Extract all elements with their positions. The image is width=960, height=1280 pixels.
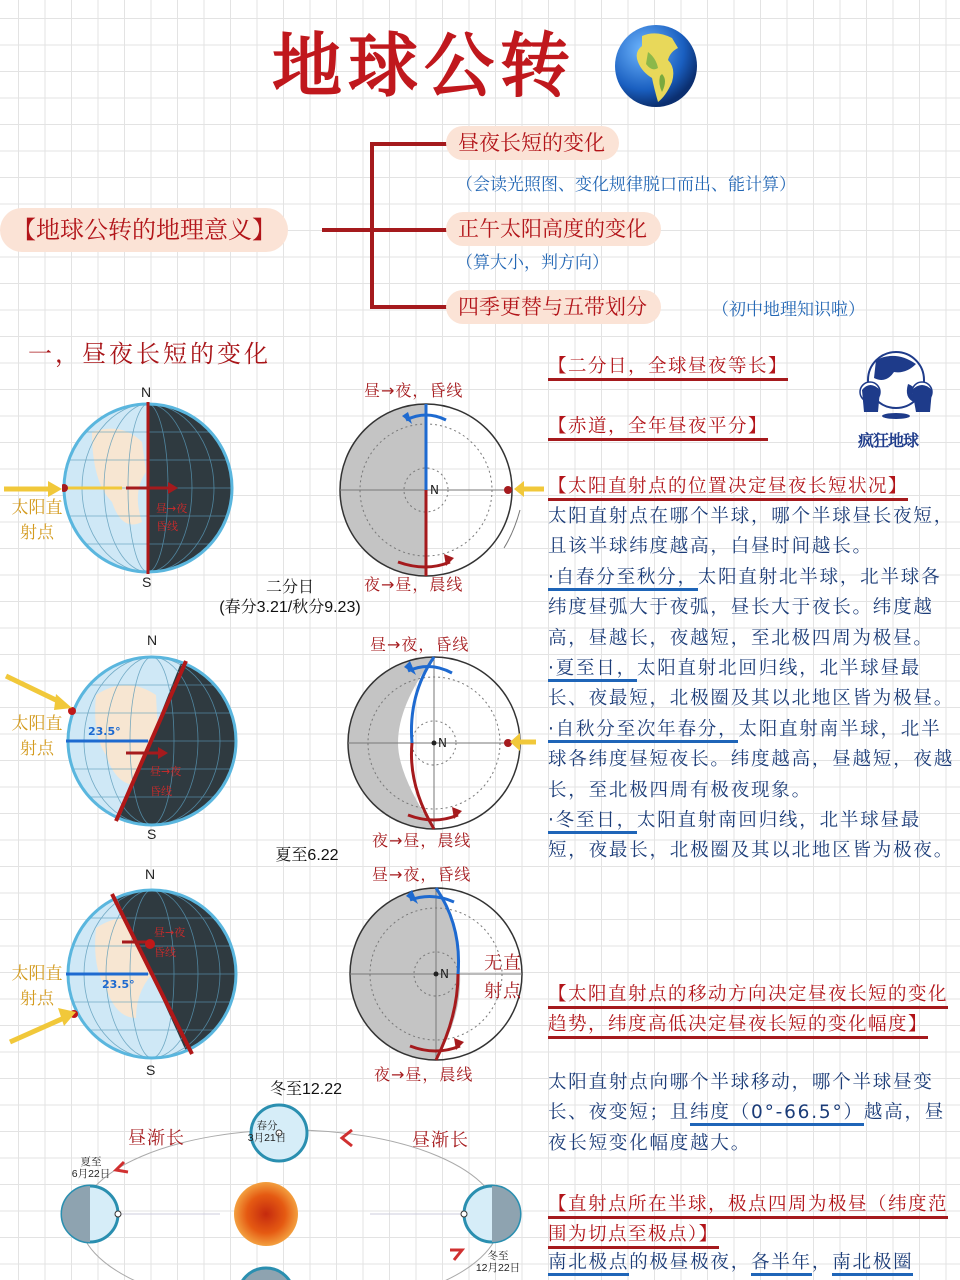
svg-text:N: N bbox=[430, 483, 439, 497]
sunlight-arrow-icon bbox=[8, 1004, 78, 1048]
earth-globe-icon bbox=[612, 22, 700, 110]
connector-line bbox=[370, 228, 450, 232]
south-label: S bbox=[147, 826, 157, 842]
orbit-spring-label: 春分 3月21日 bbox=[247, 1120, 287, 1144]
south-label: S bbox=[142, 574, 152, 590]
sunlight-arrow-icon bbox=[514, 481, 544, 497]
connector-line bbox=[370, 142, 374, 308]
winter-globe bbox=[66, 888, 238, 1060]
connector-line bbox=[322, 228, 374, 232]
summer-globe bbox=[66, 655, 238, 827]
note-heading-direct-point-position: 【太阳直射点的位置决定昼夜长短状况】 bbox=[548, 472, 960, 502]
note-heading-equinox: 【二分日，全球昼夜等长】 bbox=[548, 352, 960, 382]
no-direct-point-label: 无直 射点 bbox=[484, 953, 522, 1002]
svg-text:23.5°: 23.5° bbox=[102, 978, 135, 991]
polar-dawn-label: 夜→昼，晨线 bbox=[372, 831, 472, 850]
mindmap-note: （初中地理知识啦） bbox=[712, 300, 865, 320]
note-heading-equator: 【赤道，全年昼夜平分】 bbox=[548, 412, 960, 442]
orbit-winter-label: 冬至 12月22日 bbox=[475, 1250, 521, 1274]
north-label: N bbox=[145, 866, 156, 882]
mindmap-branch-seasons-zones: 四季更替与五带划分 bbox=[446, 290, 661, 324]
note-heading-direct-point-movement: 【太阳直射点的移动方向决定昼夜长短的变化趋势，纬度高低决定昼夜长短的变化幅度】 bbox=[548, 980, 960, 1040]
svg-text:N: N bbox=[440, 967, 449, 981]
winter-caption: 冬至12.22 bbox=[269, 1081, 343, 1098]
mindmap-note: （算大小，判方向） bbox=[456, 253, 609, 273]
svg-text:N: N bbox=[438, 736, 447, 750]
note-body: 太阳直射点在哪个半球，哪个半球昼长夜短，且该半球纬度越高，白昼时间越长。 ·自春分至秋分，太阳直射北半球，北半球各纬度昼弧大于夜弧，昼长大于夜长。纬度越高，昼越长，夜越短，至北极四周为极昼。 ·夏至日，太阳直射北回归线，北半球昼最长、夜最短，北极圈及其以北地区皆为极昼。 ·自秋分至次年春分，太阳直射南半球，北半球各纬度昼短夜长。纬度越高，昼越短，夜越长，至北极四周有极夜现象。 ·冬至日，太阳直射南回归线，北半球昼最短，夜最长，北极圈及其以北地区皆为极夜。 bbox=[548, 506, 955, 862]
polar-dusk-label: 昼→夜，昏线 bbox=[372, 865, 472, 884]
orbit-summer-label: 夏至 6月22日 bbox=[71, 1156, 111, 1180]
sun-direct-point-label: 太阳直 射点 bbox=[11, 964, 63, 1009]
summer-polar-view bbox=[346, 655, 536, 835]
logo-text: 疯狂地球 bbox=[858, 431, 919, 450]
day-longer-label-left: 昼渐长 bbox=[128, 1128, 185, 1149]
note-body: 太阳直射点向哪个半球移动，哪个半球昼变长、夜变短；且纬度（0°-66.5°）越高，昼夜长短变化幅度越大。 bbox=[548, 1072, 946, 1154]
page-title: 地球公转 bbox=[272, 25, 576, 107]
svg-text:昏线: 昏线 bbox=[156, 520, 178, 533]
connector-line bbox=[370, 142, 450, 146]
equinox-globe bbox=[62, 402, 234, 574]
south-label: S bbox=[146, 1062, 156, 1078]
sunlight-arrow-icon bbox=[4, 672, 74, 712]
sunlight-arrow-icon bbox=[510, 733, 536, 751]
polar-dawn-label: 夜→昼，晨线 bbox=[364, 575, 464, 594]
mindmap-note: （会读光照图、变化规律脱口而出、能计算） bbox=[456, 175, 796, 195]
note-body: 南北极点的极昼极夜，各半年，南北极圈 bbox=[548, 1248, 960, 1278]
mindmap-branch-noon-sun-altitude: 正午太阳高度的变化 bbox=[446, 212, 661, 246]
connector-line bbox=[370, 305, 450, 309]
svg-text:23.5°: 23.5° bbox=[88, 725, 121, 738]
polar-dusk-label: 昼→夜，昏线 bbox=[364, 381, 464, 400]
svg-text:昏线: 昏线 bbox=[150, 785, 172, 798]
note-heading-polar-day: 【直射点所在半球，极点四周为极昼（纬度范围为切点至极点）】 bbox=[548, 1190, 960, 1250]
section-heading: 一，昼夜长短的变化 bbox=[28, 340, 271, 368]
mindmap-root: 【地球公转的地理意义】 bbox=[0, 208, 288, 252]
polar-dawn-label: 夜→昼，晨线 bbox=[374, 1065, 474, 1084]
sun-direct-point-label: 太阳直 射点 bbox=[11, 498, 63, 543]
equinox-caption: 二分日 (春分3.21/秋分9.23) bbox=[219, 579, 361, 616]
north-label: N bbox=[147, 632, 158, 648]
mindmap-branch-day-night-length: 昼夜长短的变化 bbox=[446, 126, 619, 160]
svg-text:昼→夜: 昼→夜 bbox=[154, 926, 186, 939]
polar-dusk-label: 昼→夜，昏线 bbox=[370, 635, 470, 654]
summer-caption: 夏至6.22 bbox=[275, 847, 339, 864]
svg-text:昼→夜: 昼→夜 bbox=[156, 502, 188, 515]
svg-text:昏线: 昏线 bbox=[154, 946, 176, 959]
day-longer-label-right: 昼渐长 bbox=[412, 1130, 469, 1151]
equinox-polar-view bbox=[338, 402, 528, 582]
svg-text:昼→夜: 昼→夜 bbox=[150, 765, 182, 778]
sun-direct-point-label: 太阳直 射点 bbox=[11, 714, 63, 759]
north-label: N bbox=[141, 384, 152, 400]
